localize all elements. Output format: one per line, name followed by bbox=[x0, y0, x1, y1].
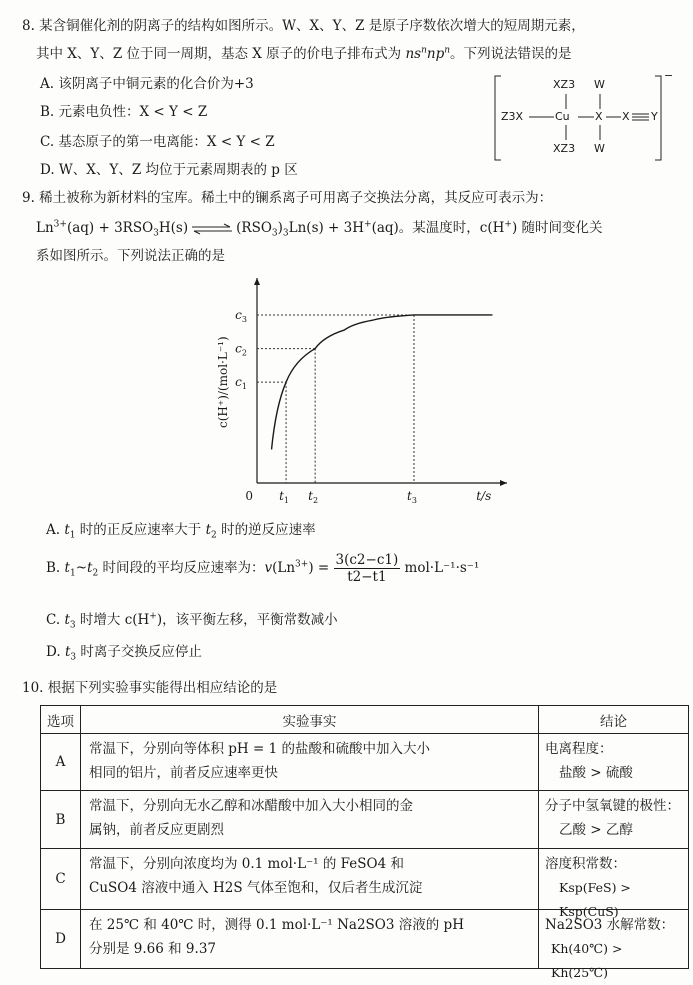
structure-x: X bbox=[595, 110, 603, 123]
table-row-b-fact: 常温下，分别向无水乙醇和冰醋酸中加入大小相同的金 属钠，前者反应更剧烈 bbox=[81, 791, 539, 849]
y-tick-c1: $c_1$ bbox=[235, 375, 247, 392]
table-row-c-fact: 常温下，分别向浓度均为 0.1 mol·L⁻¹ 的 FeSO4 和 CuSO4 溶液中通入 H2S 气体至饱和，仅后者生成沉淀 bbox=[81, 849, 539, 910]
structure-w-bottom: W bbox=[594, 142, 605, 155]
q10-table bbox=[40, 705, 689, 980]
q8-option-c: C. 基态原子的第一电离能：X < Y < Z bbox=[40, 134, 275, 150]
x-tick-t3: $t_3$ bbox=[407, 489, 417, 505]
y-tick-c3: $c_3$ bbox=[235, 307, 247, 324]
q9-equation-line: $Ln^{3+}(aq) + 3RSO_3H(s) (RSO_3)_3Ln(s) + 3H^+(aq)$。某温度时，c(H+) 随时间变化关 bbox=[36, 219, 603, 239]
q8-option-d: D. W、X、Y、Z 均位于元素周期表的 p 区 bbox=[40, 162, 298, 178]
structure-xz3-top: XZ3 bbox=[553, 78, 576, 91]
chart-origin-label: 0 bbox=[245, 489, 253, 503]
table-row-d-conclusion: Na2SO3 水解常数： Kh(40℃) > Kh(25℃) bbox=[545, 917, 675, 980]
structure-w-top: W bbox=[594, 78, 605, 91]
structure-charge: − bbox=[664, 69, 674, 82]
q8-option-b: B. 元素电负性：X < Y < Z bbox=[40, 104, 208, 120]
q9-option-b: B. $t_1\sim t_2$ 时间段的平均反应速率为：$v(Ln^{3+})$ = $\frac{3(c2-c1)}{t2-t1}$ mol·L⁻¹·s⁻¹ bbox=[46, 552, 480, 585]
table-row-b-label: B bbox=[41, 791, 81, 849]
table-row-b-conclusion: 分子中氢氧键的极性： 乙酸 > 乙醇 bbox=[539, 791, 688, 849]
x-axis-label: t/s bbox=[476, 489, 492, 503]
y-axis-label: c(H⁺)/(mol·L⁻¹) bbox=[216, 336, 230, 429]
q8-structure-diagram bbox=[493, 69, 674, 164]
table-row-d-label: D bbox=[41, 910, 81, 968]
table-header-option: 选项 bbox=[41, 706, 81, 734]
structure-y: Y bbox=[651, 110, 658, 123]
q8-stem-line1: 8. 某含铜催化剂的阴离子的结构如图所示。W、X、Y、Z 是原子序数依次增大的短周期元素， bbox=[22, 18, 585, 34]
table-row-a-label: A bbox=[41, 734, 81, 791]
table-header-conclusion: 结论 bbox=[539, 706, 688, 734]
structure-cu: Cu bbox=[555, 110, 570, 123]
structure-xz3-bottom: XZ3 bbox=[553, 142, 576, 155]
q9-option-a: A. $t_1$ 时的正反应速率大于 $t_2$ 时的逆反应速率 bbox=[46, 522, 316, 541]
structure-x2: X bbox=[622, 110, 630, 123]
structure-z3x: Z3X bbox=[501, 110, 524, 123]
table-row-a-conclusion: 电离程度： 盐酸 > 硫酸 bbox=[539, 734, 688, 791]
q9-stem-line3: 系如图所示。下列说法正确的是 bbox=[36, 248, 225, 264]
q9-stem-line1: 9. 稀土被称为新材料的宝库。稀土中的镧系离子可用离子交换法分离，其反应可表示为： bbox=[22, 190, 553, 206]
chart-axes bbox=[254, 278, 507, 486]
q10-stem: 10. 根据下列实验事实能得出相应结论的是 bbox=[22, 680, 278, 696]
x-tick-t1: $t_1$ bbox=[279, 489, 290, 505]
q8-stem-line2: 其中 X、Y、Z 位于同一周期，基态 X 原子的价电子排布式为 $ns^nnp^n$。下列说法错误的是 bbox=[36, 45, 572, 62]
table-row-c-conclusion: 溶度积常数： Ksp(FeS) > Ksp(CuS) bbox=[539, 849, 688, 910]
y-tick-c2: $c_2$ bbox=[235, 341, 247, 358]
x-tick-t2: $t_2$ bbox=[308, 489, 319, 505]
x-axis-arrow bbox=[500, 480, 507, 486]
table-header-fact: 实验事实 bbox=[81, 706, 539, 734]
q9-option-c: C. $t_3$ 时增大 c(H+)，该平衡左移，平衡常数减小 bbox=[46, 611, 338, 631]
rate-fraction: $\frac{3(c2-c1)}{t2-t1}$ bbox=[335, 552, 399, 585]
q9-option-d: D. $t_3$ 时离子交换反应停止 bbox=[46, 644, 202, 663]
equilibrium-arrow-icon bbox=[192, 224, 232, 234]
table-row-a-fact: 常温下，分别向等体积 pH = 1 的盐酸和硫酸中加入大小 相同的铝片，前者反应速率更快 bbox=[81, 734, 539, 791]
chart-series-line bbox=[272, 315, 493, 449]
table-row-d-fact: 在 25℃ 和 40℃ 时，测得 0.1 mol·L⁻¹ Na2SO3 溶液的 pH 分别是 9.66 和 9.37 bbox=[81, 910, 539, 968]
table-row-c-label: C bbox=[41, 849, 81, 910]
q8-option-a: A. 该阴离子中铜元素的化合价为+3 bbox=[40, 76, 254, 92]
q9-concentration-chart bbox=[205, 278, 495, 505]
y-axis-arrow bbox=[254, 278, 260, 285]
